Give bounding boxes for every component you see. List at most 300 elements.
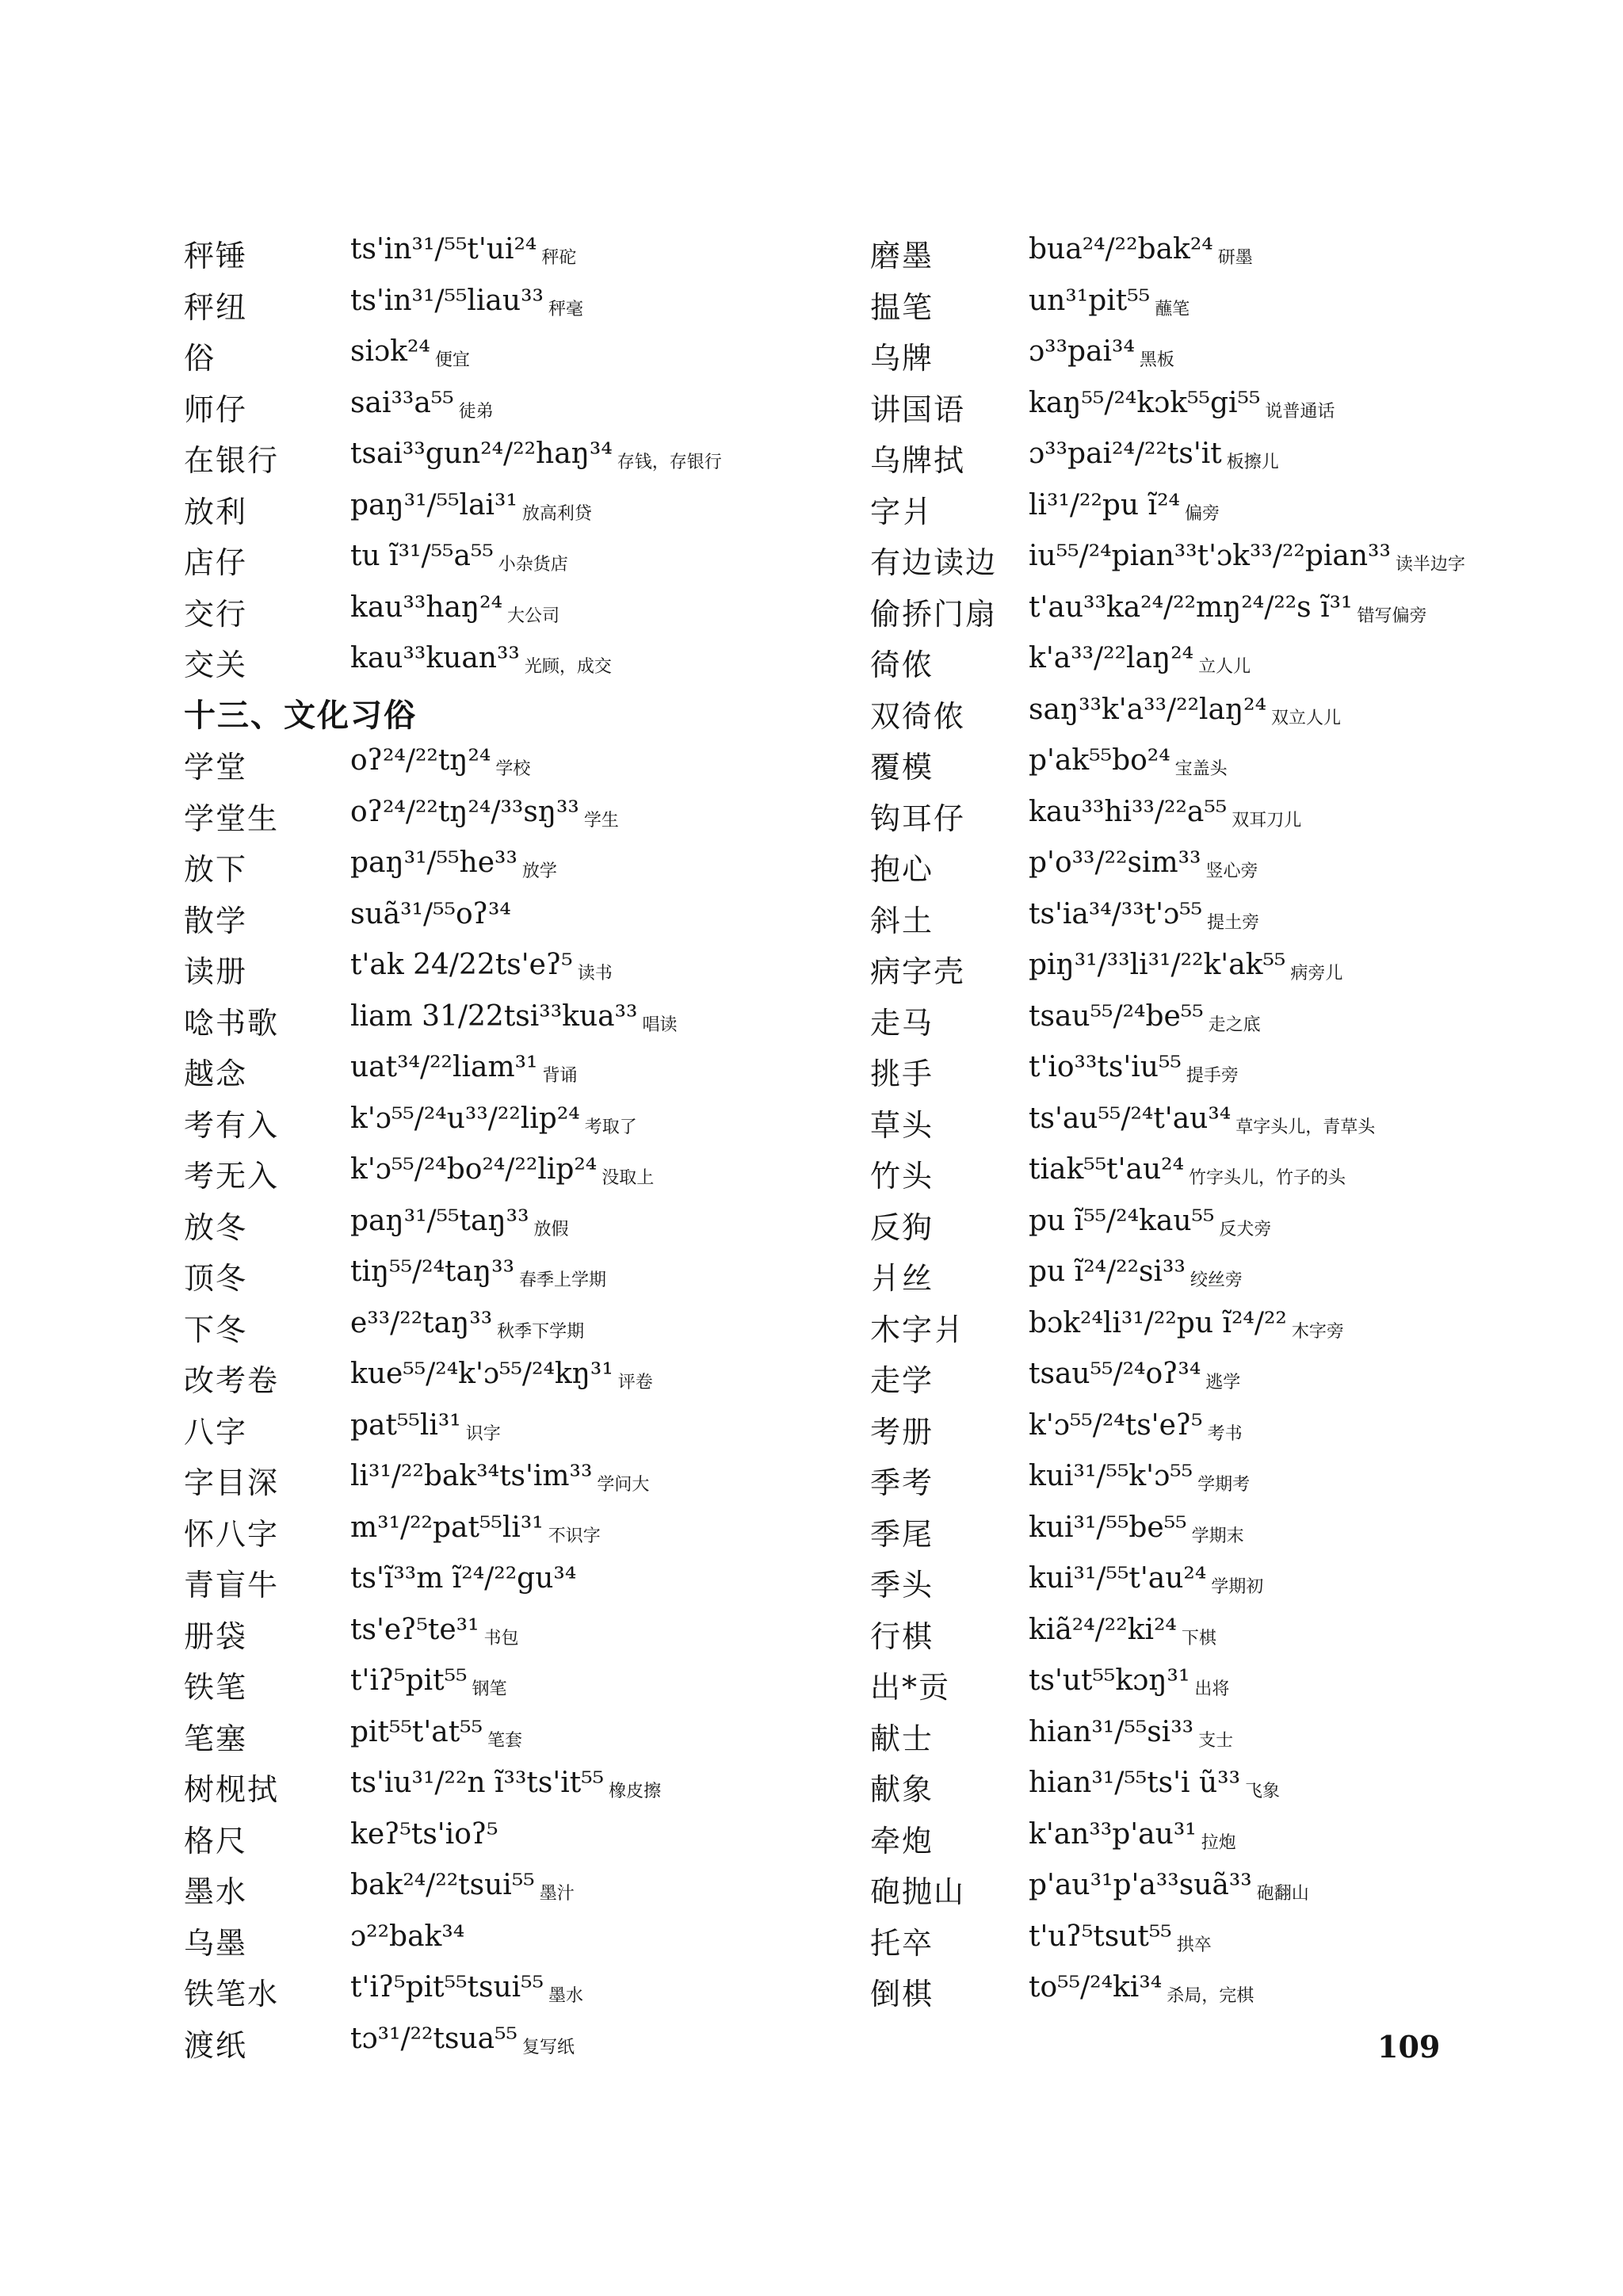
entry-pronunciation	[350, 1205, 569, 1240]
dictionary-entry	[870, 684, 1536, 735]
entry-gloss: 走之底	[1208, 1014, 1261, 1035]
entry-pronunciation	[350, 1971, 583, 2007]
dictionary-entry	[870, 428, 1536, 479]
entry-word: 在银行	[184, 443, 280, 478]
dictionary-entry	[870, 735, 1536, 786]
pronunciation-text: kaŋ⁵⁵/²⁴kɔk⁵⁵gi⁵⁵	[1029, 386, 1261, 419]
dictionary-entry	[870, 530, 1536, 582]
entry-gloss: 学期考	[1197, 1475, 1251, 1495]
entry-pronunciation	[1029, 1716, 1233, 1752]
pronunciation-text: ts'ĩ³³m ĩ²⁴/²²gu³⁴	[350, 1562, 577, 1595]
dictionary-entry	[870, 1450, 1536, 1502]
entry-pronunciation	[350, 387, 494, 422]
pronunciation-text: un³¹pit⁵⁵	[1029, 284, 1151, 317]
pronunciation-text: tiak⁵⁵t'au²⁴	[1029, 1153, 1184, 1186]
entry-word: 有边读边	[870, 545, 998, 580]
entry-word: 笔塞	[184, 1721, 248, 1756]
entry-gloss: 读半边字	[1395, 555, 1465, 575]
entry-word: 放冬	[184, 1209, 248, 1245]
dictionary-entry	[184, 735, 850, 786]
dictionary-entry	[870, 275, 1536, 327]
entry-pronunciation	[350, 1767, 661, 1802]
entry-word: 改考卷	[184, 1363, 280, 1398]
pronunciation-text: kue⁵⁵/²⁴k'ɔ⁵⁵/²⁴kŋ³¹	[350, 1358, 613, 1390]
dictionary-entry	[184, 428, 850, 479]
entry-pronunciation	[350, 1000, 677, 1036]
entry-gloss: 逃学	[1205, 1373, 1241, 1392]
entry-pronunciation	[1029, 949, 1342, 984]
pronunciation-text: p'ak⁵⁵bo²⁴	[1029, 744, 1170, 777]
section-heading-text: 十三、文化习俗	[184, 696, 417, 734]
entry-pronunciation	[350, 489, 592, 525]
pronunciation-text: ɔ³³pai²⁴/²²ts'it	[1029, 437, 1222, 470]
entry-gloss: 不识字	[548, 1526, 601, 1546]
dictionary-entry	[870, 1297, 1536, 1349]
entry-word: 斜土	[870, 903, 934, 938]
entry-pronunciation	[350, 1920, 464, 1953]
entry-gloss: 双立人儿	[1271, 708, 1342, 728]
dictionary-entry	[184, 326, 850, 377]
entry-word: 八字	[184, 1414, 248, 1450]
entry-gloss: 评卷	[617, 1373, 653, 1392]
dictionary-entry	[870, 1093, 1536, 1144]
pronunciation-text: tɔ³¹/²²tsua⁵⁵	[350, 2022, 517, 2055]
dictionary-entry	[870, 632, 1536, 684]
entry-gloss: 提手旁	[1186, 1066, 1239, 1086]
entry-gloss: 学生	[583, 810, 619, 831]
entry-word: 反狗	[870, 1209, 934, 1245]
entry-pronunciation	[350, 1716, 522, 1752]
entry-pronunciation	[350, 642, 612, 678]
entry-word: 格尺	[184, 1823, 248, 1859]
dictionary-entry	[870, 223, 1536, 275]
entry-gloss: 橡皮擦	[609, 1782, 662, 1801]
entry-pronunciation	[1029, 1511, 1244, 1547]
dictionary-entry	[184, 1502, 850, 1553]
entry-gloss: 说普通话	[1265, 401, 1335, 422]
entry-gloss: 双耳刀儿	[1232, 810, 1302, 831]
entry-gloss: 没取上	[601, 1168, 655, 1188]
pronunciation-text: tsau⁵⁵/²⁴oʔ³⁴	[1029, 1358, 1201, 1390]
pronunciation-text: tsai³³gun²⁴/²²haŋ³⁴	[350, 437, 613, 470]
pronunciation-text: ɔ²²bak³⁴	[350, 1920, 465, 1953]
dictionary-entry	[184, 1246, 850, 1297]
entry-word: 覆模	[870, 750, 934, 785]
dictionary-entry	[870, 1655, 1536, 1706]
entry-pronunciation	[1029, 1767, 1280, 1802]
entry-pronunciation	[1029, 796, 1301, 831]
entry-pronunciation	[1029, 1358, 1240, 1393]
pronunciation-text: kui³¹/⁵⁵be⁵⁵	[1029, 1511, 1187, 1544]
entry-gloss: 砲翻山	[1256, 1884, 1309, 1904]
dictionary-entry	[184, 1604, 850, 1656]
dictionary-entry	[184, 1400, 850, 1451]
dictionary-entry	[184, 1553, 850, 1604]
entry-gloss: 木字旁	[1291, 1321, 1344, 1342]
dictionary-entry	[870, 1911, 1536, 1962]
dictionary-entry	[870, 1962, 1536, 2013]
entry-pronunciation	[350, 898, 511, 930]
entry-pronunciation	[1029, 489, 1220, 525]
pronunciation-text: ts'au⁵⁵/²⁴t'au³⁴	[1029, 1102, 1232, 1135]
entry-word: 考册	[870, 1414, 934, 1450]
entry-word: 竹头	[870, 1159, 934, 1194]
entry-pronunciation	[350, 437, 722, 473]
entry-pronunciation	[350, 1358, 653, 1393]
pronunciation-text: p'o³³/²²sim³³	[1029, 846, 1201, 879]
dictionary-entry	[184, 582, 850, 633]
dictionary-entry	[870, 939, 1536, 991]
entry-word: 病字壳	[870, 954, 966, 989]
pronunciation-text: ɔ³³pai³⁴	[1029, 335, 1135, 368]
pronunciation-text: saŋ³³k'a³³/²²laŋ²⁴	[1029, 693, 1267, 726]
entry-word: 考有入	[184, 1107, 280, 1143]
entry-pronunciation	[350, 1102, 637, 1138]
entry-pronunciation	[350, 744, 530, 780]
entry-pronunciation	[350, 1051, 577, 1087]
entry-word: 青盲牛	[184, 1568, 280, 1603]
entry-word: 揾笔	[870, 289, 934, 325]
entry-word: 师仔	[184, 392, 248, 427]
dictionary-entry	[184, 632, 850, 684]
entry-gloss: 杀局，完棋	[1167, 1986, 1254, 2006]
dictionary-entry	[184, 1144, 850, 1195]
entry-pronunciation	[1029, 1971, 1254, 2007]
dictionary-entry	[870, 888, 1536, 940]
pronunciation-text: k'a³³/²²laŋ²⁴	[1029, 642, 1194, 674]
entry-word: 砲抛山	[870, 1874, 966, 1909]
dictionary-entry	[870, 1757, 1536, 1809]
entry-gloss: 下棋	[1181, 1628, 1216, 1648]
entry-gloss: 墨水	[548, 1986, 584, 2006]
pronunciation-text: ts'in³¹/⁵⁵liau³³	[350, 284, 544, 317]
entry-word: 献象	[870, 1772, 934, 1807]
entry-pronunciation	[350, 540, 568, 575]
entry-word: 散学	[184, 903, 248, 938]
entry-pronunciation	[1029, 1664, 1229, 1700]
entry-gloss: 钢笔	[472, 1679, 507, 1699]
pronunciation-text: paŋ³¹/⁵⁵lai³¹	[350, 488, 517, 521]
entry-gloss: 存钱，存银行	[617, 453, 722, 472]
entry-gloss: 徒弟	[458, 401, 494, 422]
pronunciation-text: k'ɔ⁵⁵/²⁴bo²⁴/²²lip²⁴	[350, 1153, 598, 1186]
entry-pronunciation	[1029, 1818, 1236, 1854]
dictionary-entry	[870, 582, 1536, 633]
entry-word: 怀八字	[184, 1516, 280, 1552]
entry-pronunciation	[1029, 1000, 1261, 1036]
entry-word: 交行	[184, 596, 248, 632]
entry-gloss: 唱读	[642, 1014, 678, 1035]
entry-word: 爿丝	[870, 1261, 934, 1296]
entry-gloss: 小杂货店	[498, 555, 568, 575]
entry-pronunciation	[1029, 1255, 1243, 1291]
entry-pronunciation	[350, 1818, 498, 1851]
entry-word: 放利	[184, 494, 248, 529]
pronunciation-text: t'ak 24/22ts'eʔ⁵	[350, 949, 573, 981]
pronunciation-text: kau³³haŋ²⁴	[350, 590, 503, 624]
entry-pronunciation	[350, 1255, 606, 1291]
dictionary-entry	[184, 786, 850, 838]
pronunciation-text: hian³¹/⁵⁵si³³	[1029, 1715, 1194, 1748]
pronunciation-text: paŋ³¹/⁵⁵taŋ³³	[350, 1204, 529, 1237]
pronunciation-text: sai³³a⁵⁵	[350, 386, 454, 419]
entry-word: 册袋	[184, 1618, 248, 1654]
entry-gloss: 拉炮	[1201, 1832, 1236, 1853]
entry-pronunciation	[350, 1511, 601, 1547]
entry-gloss: 放高利贷	[521, 503, 592, 524]
entry-pronunciation	[1029, 1051, 1239, 1087]
entry-word: 出*贡	[870, 1670, 951, 1705]
entry-pronunciation	[350, 1614, 519, 1649]
entry-pronunciation	[350, 1460, 649, 1496]
entry-pronunciation	[1029, 1562, 1263, 1598]
entry-word: 挑手	[870, 1056, 934, 1091]
dictionary-entry	[870, 326, 1536, 377]
dictionary-entry	[184, 1911, 850, 1962]
entry-pronunciation	[1029, 1307, 1344, 1343]
dictionary-entry	[870, 1246, 1536, 1297]
entry-word: 渡纸	[184, 2027, 248, 2063]
pronunciation-text: ts'eʔ⁵te³¹	[350, 1613, 479, 1646]
entry-pronunciation	[1029, 540, 1465, 575]
pronunciation-text: tsau⁵⁵/²⁴be⁵⁵	[1029, 999, 1204, 1033]
left-column	[184, 223, 850, 2064]
entry-gloss: 草字头儿，青草头	[1235, 1117, 1376, 1137]
pronunciation-text: t'iʔ⁵pit⁵⁵tsui⁵⁵	[350, 1971, 544, 2004]
entry-pronunciation	[1029, 233, 1253, 269]
entry-pronunciation	[1029, 1153, 1346, 1189]
entry-gloss: 考书	[1207, 1423, 1243, 1444]
entry-pronunciation	[350, 1153, 654, 1189]
entry-gloss: 蘸笔	[1155, 299, 1190, 319]
entry-word: 唸书歌	[184, 1005, 280, 1041]
dictionary-entry	[870, 1041, 1536, 1093]
entry-word: 字爿	[870, 494, 934, 529]
entry-gloss: 研墨	[1217, 248, 1253, 268]
entry-gloss: 拱卒	[1176, 1935, 1212, 1955]
entry-word: 献士	[870, 1721, 934, 1756]
entry-word: 越念	[184, 1056, 248, 1091]
entry-word: 铁笔	[184, 1670, 248, 1705]
entry-gloss: 提土旁	[1207, 912, 1260, 933]
entry-pronunciation	[350, 285, 583, 320]
entry-gloss: 绞丝旁	[1190, 1270, 1243, 1290]
dictionary-entry	[870, 1195, 1536, 1247]
entry-gloss: 春季上学期	[519, 1270, 607, 1290]
entry-gloss: 读书	[577, 964, 613, 984]
entry-pronunciation	[350, 1869, 575, 1904]
dictionary-entry	[184, 837, 850, 888]
entry-word: 店仔	[184, 545, 248, 580]
dictionary-entry	[870, 786, 1536, 838]
dictionary-entry	[184, 1859, 850, 1911]
pronunciation-text: li³¹/²²pu ĩ²⁴	[1029, 488, 1180, 521]
entry-gloss: 考取了	[584, 1117, 637, 1137]
entry-pronunciation	[1029, 1409, 1243, 1445]
pronunciation-text: piŋ³¹/³³li³¹/²²k'ak⁵⁵	[1029, 949, 1286, 981]
pronunciation-text: t'au³³ka²⁴/²²mŋ²⁴/²²s ĩ³¹	[1029, 590, 1353, 624]
entry-word: 放下	[184, 852, 248, 887]
entry-word: 牵炮	[870, 1823, 934, 1859]
entry-pronunciation	[1029, 1920, 1212, 1956]
entry-word: 讲国语	[870, 392, 966, 427]
pronunciation-text: kau³³kuan³³	[350, 642, 520, 674]
pronunciation-text: kui³¹/⁵⁵k'ɔ⁵⁵	[1029, 1460, 1193, 1492]
entry-word: 抱心	[870, 852, 934, 887]
pronunciation-text: tu ĩ³¹/⁵⁵a⁵⁵	[350, 540, 494, 572]
pronunciation-text: pat⁵⁵li³¹	[350, 1408, 461, 1442]
entry-gloss: 秋季下学期	[497, 1321, 585, 1342]
dictionary-entry	[184, 1757, 850, 1809]
pronunciation-text: ts'ut⁵⁵kɔŋ³¹	[1029, 1664, 1190, 1697]
entry-pronunciation	[350, 796, 619, 831]
entry-pronunciation	[1029, 1205, 1271, 1240]
pronunciation-text: bua²⁴/²²bak²⁴	[1029, 233, 1213, 266]
entry-gloss: 便宜	[434, 350, 470, 370]
pronunciation-text: oʔ²⁴/²²tŋ²⁴	[350, 744, 491, 777]
entry-pronunciation	[1029, 387, 1335, 422]
pronunciation-text: paŋ³¹/⁵⁵he³³	[350, 846, 517, 879]
pronunciation-text: ts'iu³¹/²²n ĩ³³ts'it⁵⁵	[350, 1767, 605, 1799]
entry-word: 草头	[870, 1107, 934, 1143]
entry-gloss: 飞象	[1245, 1782, 1281, 1801]
pronunciation-text: pu ĩ²⁴/²²si³³	[1029, 1255, 1186, 1288]
entry-pronunciation	[350, 591, 559, 627]
entry-gloss: 放假	[533, 1219, 569, 1240]
entry-word: 读册	[184, 954, 248, 989]
entry-gloss: 黑板	[1139, 350, 1174, 370]
pronunciation-text: pit⁵⁵t'at⁵⁵	[350, 1715, 483, 1748]
entry-word: 行棋	[870, 1618, 934, 1654]
entry-pronunciation	[1029, 437, 1279, 473]
dictionary-entry	[184, 223, 850, 275]
entry-pronunciation	[350, 1664, 507, 1700]
pronunciation-text: t'io³³ts'iu⁵⁵	[1029, 1051, 1182, 1083]
entry-word: 徛侬	[870, 648, 934, 682]
dictionary-entry	[184, 888, 850, 940]
entry-pronunciation	[1029, 1102, 1375, 1138]
dictionary-entry	[870, 1348, 1536, 1400]
pronunciation-text: k'ɔ⁵⁵/²⁴ts'eʔ⁵	[1029, 1408, 1203, 1442]
pronunciation-text: oʔ²⁴/²²tŋ²⁴/³³sŋ³³	[350, 795, 579, 828]
entry-word: 走学	[870, 1363, 934, 1398]
entry-gloss: 偏旁	[1184, 503, 1220, 524]
entry-word: 木字爿	[870, 1312, 966, 1347]
entry-word: 顶冬	[184, 1261, 248, 1296]
entry-word: 下冬	[184, 1312, 248, 1347]
entry-word: 学堂生	[184, 800, 280, 836]
dictionary-entry	[184, 1809, 850, 1860]
dictionary-entry	[184, 1041, 850, 1093]
entry-word: 交关	[184, 648, 248, 682]
pronunciation-text: kui³¹/⁵⁵t'au²⁴	[1029, 1562, 1207, 1595]
entry-gloss: 学期初	[1211, 1577, 1264, 1597]
entry-gloss: 秤毫	[548, 299, 583, 319]
pronunciation-text: tiŋ⁵⁵/²⁴taŋ³³	[350, 1255, 514, 1288]
entry-pronunciation	[350, 335, 470, 371]
entry-word: 双徛侬	[870, 698, 966, 734]
entry-word: 托卒	[870, 1925, 934, 1961]
dictionary-entry	[184, 1655, 850, 1706]
entry-pronunciation	[1029, 1869, 1309, 1904]
dictionary-entry	[184, 2013, 850, 2065]
entry-gloss: 复写纸	[521, 2037, 575, 2057]
entry-gloss: 书包	[483, 1628, 519, 1648]
entry-word: 俗	[184, 341, 216, 376]
entry-pronunciation	[350, 233, 576, 269]
entry-word: 学堂	[184, 750, 248, 785]
dictionary-entry	[870, 479, 1536, 531]
dictionary-entry	[870, 377, 1536, 429]
pronunciation-text: suã³¹/⁵⁵oʔ³⁴	[350, 897, 511, 930]
pronunciation-text: bɔk²⁴li³¹/²²pu ĩ²⁴/²²	[1029, 1306, 1287, 1339]
entry-pronunciation	[350, 2023, 575, 2058]
dictionary-entry	[870, 1502, 1536, 1553]
entry-gloss: 识字	[465, 1423, 501, 1444]
pronunciation-text: ts'ia³⁴/³³t'ɔ⁵⁵	[1029, 897, 1203, 930]
entry-pronunciation	[350, 949, 613, 984]
entry-gloss: 竹字头儿，竹子的头	[1189, 1168, 1346, 1188]
entry-pronunciation	[1029, 744, 1228, 780]
entry-pronunciation	[1029, 693, 1341, 729]
pronunciation-text: pu ĩ⁵⁵/²⁴kau⁵⁵	[1029, 1204, 1215, 1237]
entry-word: 磨墨	[870, 239, 934, 273]
dictionary-entry	[184, 1297, 850, 1349]
dictionary-entry	[184, 275, 850, 327]
dictionary-entry	[870, 1859, 1536, 1911]
dictionary-entry	[184, 1348, 850, 1400]
entry-pronunciation	[350, 1562, 576, 1595]
dictionary-entry	[870, 1553, 1536, 1604]
entry-gloss: 学期末	[1191, 1526, 1244, 1546]
entry-word: 倒棋	[870, 1977, 934, 2011]
pronunciation-text: hian³¹/⁵⁵ts'i ũ³³	[1029, 1767, 1241, 1799]
dictionary-entry	[870, 1604, 1536, 1656]
entry-pronunciation	[1029, 1460, 1250, 1496]
entry-pronunciation	[1029, 591, 1427, 627]
entry-pronunciation	[350, 846, 557, 882]
entry-word: 考无入	[184, 1159, 280, 1194]
dictionary-entry	[870, 991, 1536, 1042]
entry-pronunciation	[1029, 1614, 1216, 1649]
entry-gloss: 大公司	[507, 606, 560, 626]
entry-word: 铁笔水	[184, 1977, 280, 2011]
entry-word: 墨水	[184, 1874, 248, 1909]
pronunciation-text: kiã²⁴/²²ki²⁴	[1029, 1613, 1177, 1646]
entry-gloss: 板擦儿	[1226, 453, 1279, 472]
dictionary-entry	[184, 1093, 850, 1144]
entry-word: 偷挢门扇	[870, 596, 998, 632]
page-number: 109	[1377, 2029, 1441, 2065]
right-column	[870, 223, 1536, 2013]
pronunciation-text: m³¹/²²pat⁵⁵li³¹	[350, 1511, 544, 1544]
dictionary-entry	[870, 837, 1536, 888]
entry-gloss: 支士	[1198, 1730, 1234, 1751]
pronunciation-text: keʔ⁵ts'ioʔ⁵	[350, 1817, 498, 1851]
pronunciation-text: iu⁵⁵/²⁴pian³³t'ɔk³³/²²pian³³	[1029, 540, 1391, 572]
dictionary-entry	[870, 1400, 1536, 1451]
pronunciation-text: ts'in³¹/⁵⁵t'ui²⁴	[350, 233, 537, 266]
entry-gloss: 秤砣	[541, 248, 577, 268]
entry-word: 走马	[870, 1005, 934, 1041]
entry-pronunciation	[350, 1307, 584, 1343]
entry-word: 季头	[870, 1568, 934, 1603]
entry-pronunciation	[1029, 898, 1259, 934]
entry-gloss: 反犬旁	[1219, 1219, 1272, 1240]
pronunciation-text: uat³⁴/²²liam³¹	[350, 1051, 538, 1083]
entry-gloss: 学校	[495, 759, 531, 779]
pronunciation-text: li³¹/²²bak³⁴ts'im³³	[350, 1460, 593, 1492]
